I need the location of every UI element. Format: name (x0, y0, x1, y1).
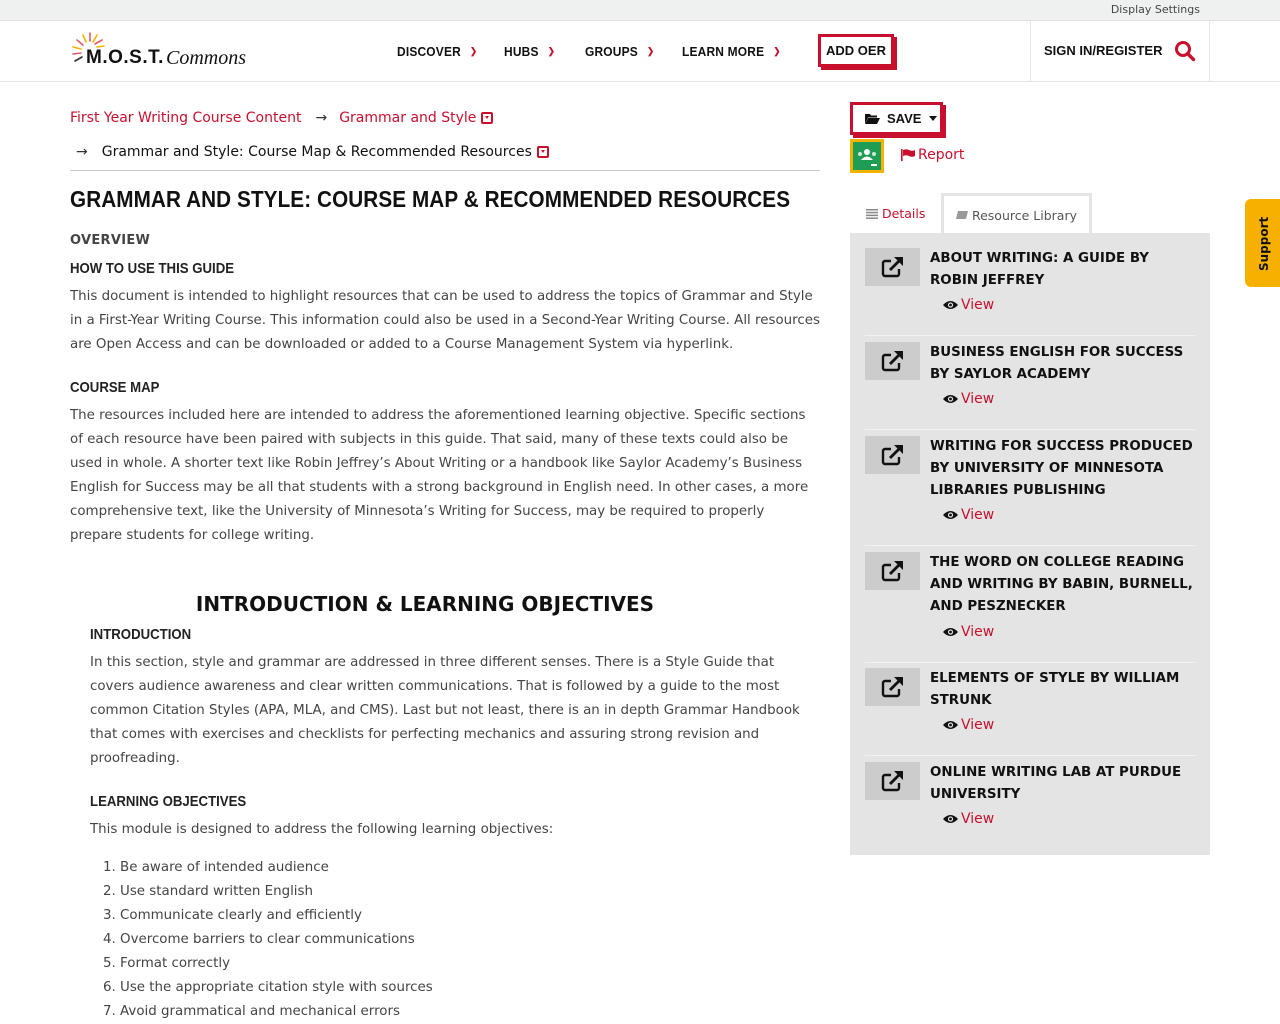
sidebar-tabs (850, 193, 1210, 233)
resource-title[interactable]: ABOUT WRITING: A GUIDE BY ROBIN JEFFREY (930, 251, 1149, 288)
list-item: 1. Be aware of intended audience (103, 860, 329, 875)
flag-icon (901, 149, 915, 161)
introduction-text: In this section, style and grammar are addressed in three different senses. There is a Style Guide that covers audience awareness and clear written communications. That is followed by a guide to the most common Citation Styles (APA, MLA, and CMS). Last but not least, there is an in depth Grammar Handbook that comes with exercises and checklists for perfecting mechanics and assuring strong revision and proofreading. (90, 655, 800, 766)
list-icon (866, 209, 878, 219)
divider (70, 170, 820, 171)
breadcrumb-current: Grammar and Style: Course Map & Recommended Resources (101, 144, 532, 160)
list-item: 5. Format correctly (103, 956, 231, 971)
eye-icon (943, 394, 958, 404)
divider (865, 662, 1195, 663)
breadcrumb-link-grammar-style[interactable]: Grammar and Style (339, 110, 477, 126)
eye-icon (943, 300, 958, 310)
nav-discover[interactable] (397, 44, 477, 59)
resource-thumbnail[interactable] (865, 342, 920, 380)
divider (865, 545, 1195, 546)
tab-resource-library[interactable] (941, 193, 1092, 235)
resource-thumbnail[interactable] (865, 436, 920, 474)
main-content (70, 186, 820, 548)
nav-hubs-label: HUBS (504, 44, 539, 59)
book-icon (956, 211, 968, 221)
view-link[interactable] (943, 624, 994, 640)
site-logo[interactable] (70, 30, 255, 72)
resource-thumbnail[interactable] (865, 762, 920, 800)
nav-groups[interactable] (585, 44, 654, 59)
introduction-heading: INTRODUCTION (90, 626, 192, 643)
tab-resource-library-label: Resource Library (971, 208, 1077, 223)
learning-objectives-heading: LEARNING OBJECTIVES (90, 793, 247, 810)
dropdown-caret-icon[interactable] (537, 146, 549, 158)
external-link-icon (880, 350, 906, 372)
view-label: View (961, 624, 995, 640)
resource-title[interactable]: THE WORD ON COLLEGE READING AND WRITING BY BABIN, BURNELL, AND PESZNECKER (930, 555, 1193, 614)
add-oer-button[interactable]: ADD OER (818, 34, 894, 67)
view-link[interactable] (943, 391, 994, 407)
view-link[interactable] (943, 717, 994, 733)
breadcrumb-separator: → (76, 144, 88, 160)
list-item: 3. Communicate clearly and efficiently (103, 908, 362, 923)
chevron-down-icon: ❯ (773, 46, 781, 56)
external-link-icon (880, 676, 906, 698)
course-map-heading: COURSE MAP (70, 379, 160, 396)
external-link-icon (880, 770, 906, 792)
resource-title[interactable]: WRITING FOR SUCCESS PRODUCED BY UNIVERSITY OF MINNESOTA LIBRARIES PUBLISHING (930, 439, 1193, 498)
chevron-down-icon: ❯ (547, 46, 555, 56)
resource-library-panel (850, 233, 1210, 855)
eye-icon (943, 627, 958, 637)
resource-title[interactable]: BUSINESS ENGLISH FOR SUCCESS BY SAYLOR ACADEMY (930, 345, 1184, 382)
how-to-use-heading: HOW TO USE THIS GUIDE (70, 260, 235, 277)
report-link[interactable] (901, 147, 964, 163)
resource-thumbnail[interactable] (865, 668, 920, 706)
view-link[interactable] (943, 811, 994, 827)
nav-hubs[interactable] (504, 44, 555, 59)
display-settings-link[interactable]: Display Settings (1110, 3, 1200, 16)
utility-bar (0, 0, 1280, 21)
classroom-icon (853, 142, 881, 170)
external-link-icon (880, 444, 906, 466)
resource-title[interactable]: ONLINE WRITING LAB AT PURDUE UNIVERSITY (930, 765, 1182, 802)
list-item: 6. Use the appropriate citation style with sources (103, 980, 433, 995)
sign-in-register-link[interactable]: SIGN IN/REGISTER (1044, 43, 1163, 58)
overview-label: OVERVIEW (70, 233, 151, 248)
breadcrumb-link-first-year[interactable]: First Year Writing Course Content (70, 110, 302, 126)
account-area (1030, 21, 1210, 82)
save-button[interactable] (850, 102, 943, 135)
nav-learn-more[interactable] (682, 44, 781, 59)
nav-groups-label: GROUPS (585, 44, 638, 59)
list-item: 4. Overcome barriers to clear communications (103, 932, 415, 947)
view-label: View (961, 297, 995, 313)
logo-brand: M.O.S.T. (86, 47, 164, 68)
how-to-use-text: This document is intended to highlight resources that can be used to address the topics of Grammar and Style in a First-Year Writing Course. This information could also be used in a Second-Year Writing Course. All resources are Open Access and can be downloaded or added to a Course Management System via hyperlink. (70, 289, 820, 352)
view-label: View (961, 717, 995, 733)
resource-thumbnail[interactable] (865, 248, 920, 286)
divider (865, 755, 1195, 756)
support-label: Support (1257, 216, 1271, 271)
dropdown-caret-icon[interactable] (481, 112, 493, 124)
nav-discover-label: DISCOVER (397, 44, 461, 59)
view-link[interactable] (943, 507, 994, 523)
save-label: SAVE (887, 111, 922, 126)
list-item: 2. Use standard written English (103, 884, 313, 899)
report-label: Report (918, 147, 965, 163)
caret-down-icon (929, 116, 937, 121)
intro-section (90, 592, 820, 1024)
list-item: 7. Avoid grammatical and mechanical errors (103, 1004, 400, 1019)
chevron-down-icon: ❯ (470, 46, 478, 56)
view-label: View (961, 391, 995, 407)
logo-brand-italic: Commons (166, 47, 247, 69)
resource-thumbnail[interactable] (865, 552, 920, 590)
resource-title[interactable]: ELEMENTS OF STYLE BY WILLIAM STRUNK (930, 671, 1180, 708)
learning-objectives-intro: This module is designed to address the following learning objectives: (90, 822, 554, 837)
tab-details-label: Details (882, 206, 926, 221)
external-link-icon (880, 256, 906, 278)
view-label: View (961, 811, 995, 827)
page-title: GRAMMAR AND STYLE: COURSE MAP & RECOMMENDED RESOURCES (70, 186, 791, 212)
external-link-icon (880, 560, 906, 582)
objectives-list (90, 856, 820, 1024)
breadcrumb-separator: → (315, 110, 328, 126)
chevron-down-icon: ❯ (647, 46, 655, 56)
view-link[interactable] (943, 297, 994, 313)
search-icon[interactable] (1174, 40, 1196, 62)
divider (865, 335, 1195, 336)
course-map-text: The resources included here are intended to address the aforementioned learning objective. Specific sections of each resource have been paired with subjects in this guide. That said, many of these texts could also be used in whole. A shorter text like Robin Jeffrey’s About Writing or a handbook like Saylor Academy’s Business English for Success may be all that students with a strong background in English need. In other cases, a more comprehensive text, like the University of Minnesota’s Writing for Success, may be required to properly prepare students for college writing. (70, 408, 809, 543)
section-title: INTRODUCTION & LEARNING OBJECTIVES (195, 592, 655, 616)
nav-learn-more-label: LEARN MORE (682, 44, 765, 59)
eye-icon (943, 510, 958, 520)
support-tab[interactable] (1245, 199, 1280, 287)
folder-open-icon (865, 113, 880, 124)
divider (865, 429, 1195, 430)
eye-icon (943, 814, 958, 824)
view-label: View (961, 507, 995, 523)
breadcrumb (70, 108, 820, 162)
tab-details[interactable] (866, 206, 925, 221)
eye-icon (943, 720, 958, 730)
site-header (0, 21, 1280, 82)
google-classroom-button[interactable] (850, 139, 884, 173)
